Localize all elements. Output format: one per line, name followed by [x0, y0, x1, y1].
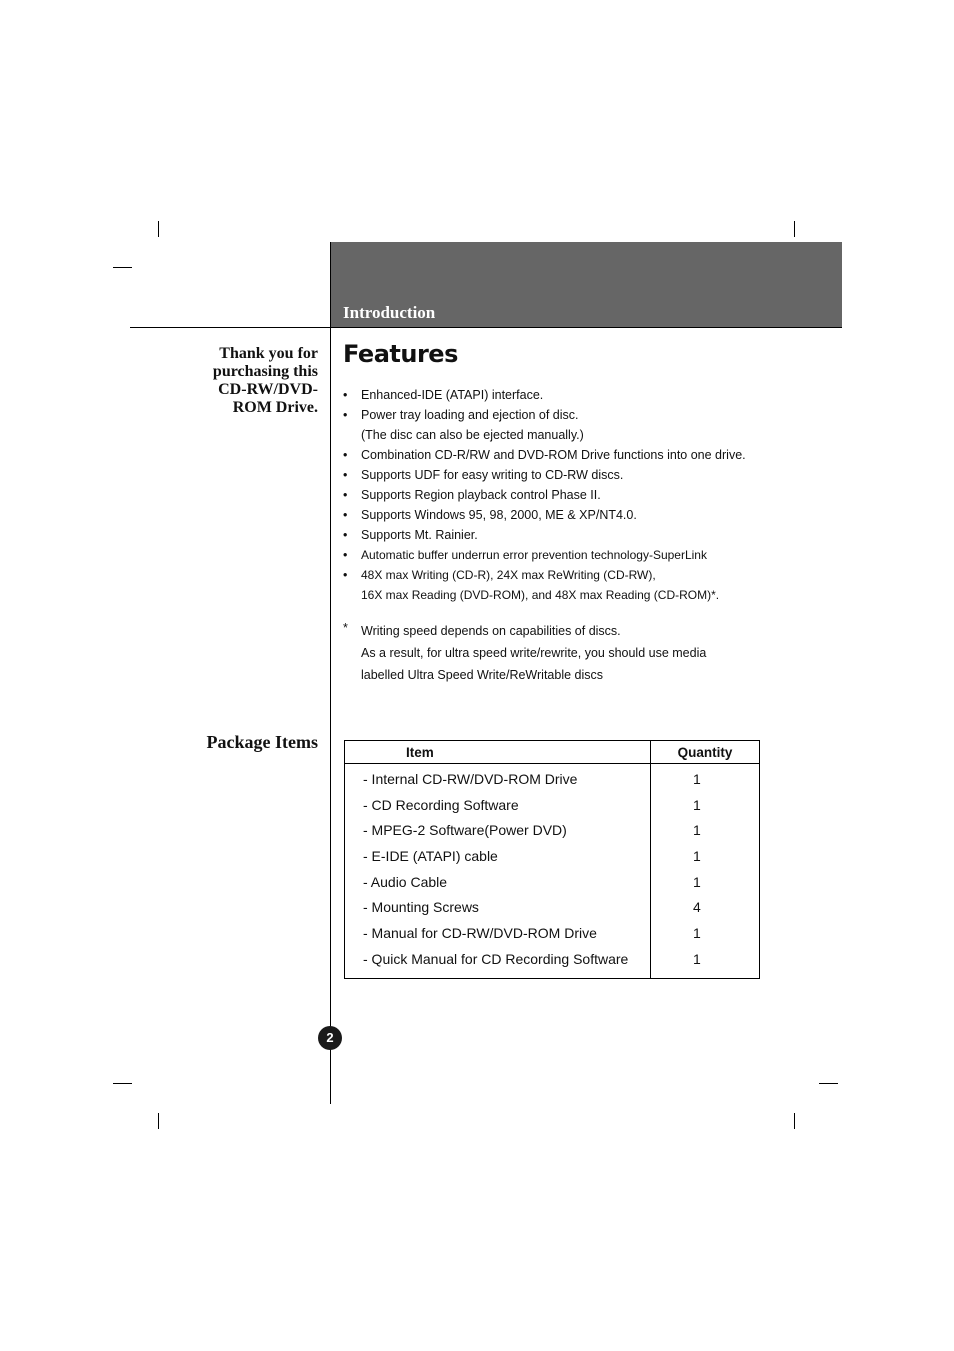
item-cell: - Internal CD-RW/DVD-ROM Drive [363, 770, 578, 787]
crop-mark-bottom-left-v [158, 1113, 159, 1129]
quantity-cell: 1 [651, 869, 760, 895]
feature-text: Supports Region playback control Phase II. [361, 488, 601, 502]
thank-you-line: Thank you for [219, 345, 318, 362]
table-row [345, 817, 760, 843]
table-row [345, 946, 760, 978]
item-cell: - Manual for CD-RW/DVD-ROM Drive [363, 924, 597, 941]
item-cell: - Mounting Screws [363, 899, 479, 916]
item-cell: - MPEG-2 Software(Power DVD) [363, 822, 567, 839]
item-cell: - E-IDE (ATAPI) cable [363, 847, 498, 864]
bullet-icon: • [343, 488, 348, 502]
section-label: Introduction [343, 303, 436, 322]
thank-you-line: CD-RW/DVD- [218, 381, 318, 398]
table-header-row [345, 741, 760, 764]
package-items-heading: Package Items [206, 732, 318, 752]
table-row [345, 792, 760, 818]
feature-item [343, 445, 823, 465]
footnote-marker: * [343, 621, 348, 635]
table-row [345, 869, 760, 895]
feature-text: Supports UDF for easy writing to CD-RW discs. [361, 468, 624, 482]
feature-text: Supports Windows 95, 98, 2000, ME & XP/NT4.0. [361, 508, 637, 522]
quantity-cell: 1 [651, 817, 760, 843]
page-number-badge: 2 [318, 1026, 342, 1050]
quantity-cell: 1 [651, 843, 760, 869]
quantity-cell: 1 [651, 764, 760, 792]
footnote-line: As a result, for ultra speed write/rewrite, you should use media [361, 646, 707, 660]
thank-you-line: ROM Drive. [232, 399, 318, 416]
table-row [345, 764, 760, 792]
item-cell: - CD Recording Software [363, 796, 519, 813]
crop-mark-bottom-right-h [819, 1083, 838, 1084]
crop-mark-top-right-v [794, 221, 795, 237]
item-cell: - Quick Manual for CD Recording Software [363, 950, 629, 967]
quantity-cell: 1 [651, 920, 760, 946]
bullet-icon: • [343, 528, 348, 542]
footnote-line: labelled Ultra Speed Write/ReWritable discs [361, 668, 604, 682]
thank-you-line: purchasing this [212, 363, 318, 380]
bullet-icon: • [343, 388, 348, 402]
bullet-icon: • [343, 548, 348, 562]
crop-mark-top-left-v [158, 221, 159, 237]
quantity-cell: 1 [651, 946, 760, 978]
page-title: Features [343, 340, 458, 368]
feature-item [343, 465, 823, 485]
feature-continuation: (The disc can also be ejected manually.) [361, 428, 584, 442]
feature-item [343, 485, 823, 505]
footnote [343, 620, 783, 686]
feature-item [343, 525, 823, 545]
crop-mark-bottom-left-h [113, 1083, 132, 1084]
feature-text: Automatic buffer underrun error prevention technology-SuperLink [361, 548, 707, 562]
quantity-cell: 1 [651, 792, 760, 818]
quantity-cell: 4 [651, 894, 760, 920]
bullet-icon: • [343, 568, 348, 582]
feature-text: Supports Mt. Rainier. [361, 528, 478, 542]
footnote-line: Writing speed depends on capabilities of discs. [361, 624, 621, 638]
table-row [345, 843, 760, 869]
feature-item [343, 545, 823, 565]
bullet-icon: • [343, 508, 348, 522]
package-items-table [344, 740, 760, 979]
crop-mark-top-left-h [113, 267, 132, 268]
feature-item [343, 405, 823, 445]
column-divider [330, 242, 331, 1104]
feature-item [343, 505, 823, 525]
table-row [345, 894, 760, 920]
bullet-icon: • [343, 448, 348, 462]
feature-item [343, 565, 823, 605]
item-cell: - Audio Cable [363, 873, 448, 890]
bullet-icon: • [343, 468, 348, 482]
feature-text: 48X max Writing (CD-R), 24X max ReWriting (CD-RW), [361, 568, 656, 582]
feature-text: Power tray loading and ejection of disc. [361, 408, 579, 422]
thank-you-note [168, 345, 318, 417]
features-list [343, 385, 823, 605]
bullet-icon: • [343, 408, 348, 422]
header-divider [130, 327, 842, 328]
table-row [345, 920, 760, 946]
column-header-quantity: Quantity [651, 741, 760, 764]
feature-text: Combination CD-R/RW and DVD-ROM Drive functions into one drive. [361, 448, 746, 462]
crop-mark-bottom-right-v [794, 1113, 795, 1129]
feature-text: Enhanced-IDE (ATAPI) interface. [361, 388, 544, 402]
feature-continuation: 16X max Reading (DVD-ROM), and 48X max Reading (CD-ROM)*. [361, 588, 720, 602]
feature-item [343, 385, 823, 405]
column-header-item: Item [345, 741, 651, 764]
